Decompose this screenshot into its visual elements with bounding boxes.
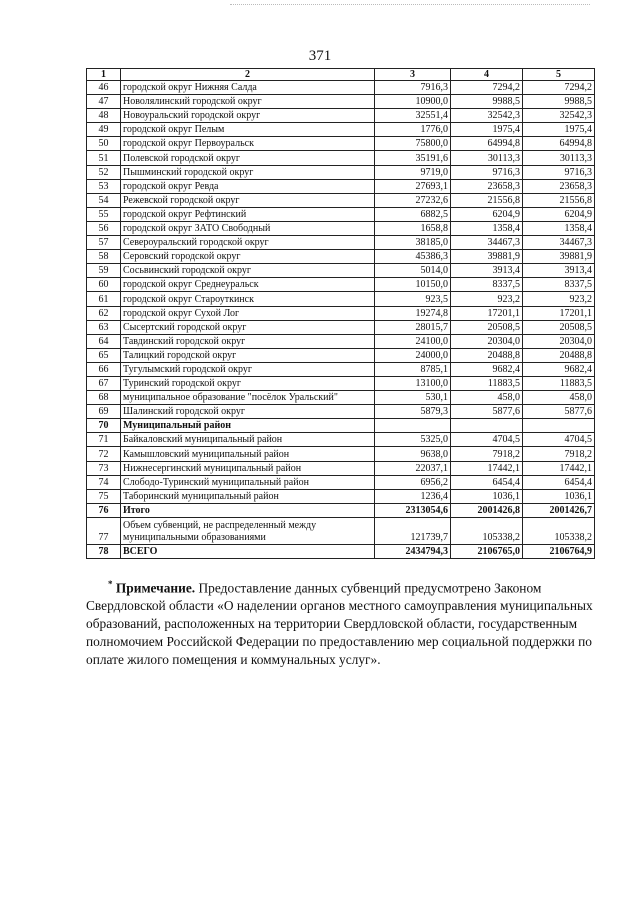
table-row	[87, 95, 595, 109]
municipality-name-cell: Серовский городской округ	[121, 250, 375, 264]
row-number-cell: 57	[87, 236, 121, 250]
footnote	[86, 575, 606, 669]
table-row	[87, 207, 595, 221]
value-col3-cell: 7916,3	[375, 81, 451, 95]
municipality-name-cell: Тавдинский городской округ	[121, 334, 375, 348]
value-col5-cell: 6204,9	[523, 207, 595, 221]
municipality-name-cell: Объем субвенций, не распределенный между муниципальными образованиями	[121, 517, 375, 544]
municipality-name-cell: городской округ Староуткинск	[121, 292, 375, 306]
value-col3-cell: 45386,3	[375, 250, 451, 264]
value-col4-cell: 1975,4	[451, 123, 523, 137]
value-col5-cell: 2001426,7	[523, 503, 595, 517]
municipality-name-cell: Байкаловский муниципальный район	[121, 433, 375, 447]
table-row	[87, 544, 595, 558]
table-row	[87, 193, 595, 207]
row-number-cell: 54	[87, 193, 121, 207]
value-col3-cell: 5325,0	[375, 433, 451, 447]
municipality-name-cell: Итого	[121, 503, 375, 517]
table-row	[87, 489, 595, 503]
value-col5-cell: 1358,4	[523, 221, 595, 235]
value-col5-cell: 7294,2	[523, 81, 595, 95]
value-col5-cell: 34467,3	[523, 236, 595, 250]
value-col4-cell: 34467,3	[451, 236, 523, 250]
municipality-name-cell: Режевской городской округ	[121, 193, 375, 207]
header-cell: 5	[523, 69, 595, 81]
value-col5-cell: 9682,4	[523, 362, 595, 376]
value-col3-cell: 27232,6	[375, 193, 451, 207]
table-row	[87, 221, 595, 235]
header-cell: 3	[375, 69, 451, 81]
value-col3-cell: 5879,3	[375, 405, 451, 419]
table-row	[87, 306, 595, 320]
value-col4-cell: 9682,4	[451, 362, 523, 376]
table-row	[87, 278, 595, 292]
value-col3-cell: 1658,8	[375, 221, 451, 235]
value-col4-cell: 2106765,0	[451, 544, 523, 558]
row-number-cell: 55	[87, 207, 121, 221]
value-col3-cell: 32551,4	[375, 109, 451, 123]
value-col3-cell: 19274,8	[375, 306, 451, 320]
value-col5-cell: 23658,3	[523, 179, 595, 193]
row-number-cell: 67	[87, 376, 121, 390]
row-number-cell: 60	[87, 278, 121, 292]
value-col5-cell: 4704,5	[523, 433, 595, 447]
table-row	[87, 264, 595, 278]
row-number-cell: 53	[87, 179, 121, 193]
municipality-name-cell: городской округ Сухой Лог	[121, 306, 375, 320]
value-col3-cell: 9638,0	[375, 447, 451, 461]
table-row	[87, 137, 595, 151]
table-row	[87, 503, 595, 517]
value-col3-cell: 1776,0	[375, 123, 451, 137]
value-col4-cell: 6454,4	[451, 475, 523, 489]
value-col3-cell: 10150,0	[375, 278, 451, 292]
header-cell: 1	[87, 69, 121, 81]
value-col5-cell: 17201,1	[523, 306, 595, 320]
municipality-name-cell: Талицкий городской округ	[121, 348, 375, 362]
subsidy-table	[86, 68, 595, 559]
row-number-cell: 66	[87, 362, 121, 376]
row-number-cell: 46	[87, 81, 121, 95]
municipality-name-cell: Слободо-Туринский муниципальный район	[121, 475, 375, 489]
value-col3-cell: 27693,1	[375, 179, 451, 193]
value-col4-cell: 20488,8	[451, 348, 523, 362]
table-row	[87, 151, 595, 165]
row-number-cell: 69	[87, 405, 121, 419]
value-col4-cell: 32542,3	[451, 109, 523, 123]
table-row	[87, 447, 595, 461]
page-number: 371	[308, 48, 332, 64]
value-col5-cell: 32542,3	[523, 109, 595, 123]
value-col3-cell: 1236,4	[375, 489, 451, 503]
value-col4-cell: 9988,5	[451, 95, 523, 109]
value-col5-cell: 6454,4	[523, 475, 595, 489]
table-row	[87, 109, 595, 123]
table-row	[87, 405, 595, 419]
value-col4-cell: 23658,3	[451, 179, 523, 193]
municipality-name-cell: городской округ Нижняя Салда	[121, 81, 375, 95]
value-col3-cell: 121739,7	[375, 517, 451, 544]
value-col4-cell: 1036,1	[451, 489, 523, 503]
value-col4-cell: 21556,8	[451, 193, 523, 207]
value-col4-cell: 17201,1	[451, 306, 523, 320]
row-number-cell: 71	[87, 433, 121, 447]
value-col3-cell: 75800,0	[375, 137, 451, 151]
municipality-name-cell: Туринский городской округ	[121, 376, 375, 390]
table-row	[87, 391, 595, 405]
value-col4-cell: 1358,4	[451, 221, 523, 235]
value-col5-cell: 17442,1	[523, 461, 595, 475]
table-row	[87, 165, 595, 179]
row-number-cell: 51	[87, 151, 121, 165]
value-col3-cell: 10900,0	[375, 95, 451, 109]
municipality-name-cell: Новоуральский городской округ	[121, 109, 375, 123]
row-number-cell: 65	[87, 348, 121, 362]
header-cell: 4	[451, 69, 523, 81]
row-number-cell: 59	[87, 264, 121, 278]
value-col3-cell: 24000,0	[375, 348, 451, 362]
value-col4-cell: 20304,0	[451, 334, 523, 348]
table-row	[87, 433, 595, 447]
value-col5-cell: 9716,3	[523, 165, 595, 179]
value-col5-cell: 1975,4	[523, 123, 595, 137]
row-number-cell: 75	[87, 489, 121, 503]
value-col4-cell: 2001426,8	[451, 503, 523, 517]
footnote-asterisk: *	[108, 579, 113, 589]
table-row	[87, 348, 595, 362]
value-col5-cell: 923,2	[523, 292, 595, 306]
value-col5-cell: 30113,3	[523, 151, 595, 165]
row-number-cell: 76	[87, 503, 121, 517]
row-number-cell: 77	[87, 517, 121, 544]
municipality-name-cell: Новолялинский городской округ	[121, 95, 375, 109]
row-number-cell: 62	[87, 306, 121, 320]
row-number-cell: 49	[87, 123, 121, 137]
scan-top-line	[230, 4, 590, 5]
table-row	[87, 461, 595, 475]
value-col4-cell: 7294,2	[451, 81, 523, 95]
row-number-cell: 64	[87, 334, 121, 348]
municipality-name-cell: Камышловский муниципальный район	[121, 447, 375, 461]
value-col5-cell: 105338,2	[523, 517, 595, 544]
table-row	[87, 376, 595, 390]
row-number-cell: 48	[87, 109, 121, 123]
table-row	[87, 334, 595, 348]
row-number-cell: 50	[87, 137, 121, 151]
value-col3-cell: 22037,1	[375, 461, 451, 475]
value-col4-cell: 458,0	[451, 391, 523, 405]
table-row	[87, 292, 595, 306]
table-row	[87, 475, 595, 489]
value-col5-cell: 2106764,9	[523, 544, 595, 558]
value-col4-cell: 17442,1	[451, 461, 523, 475]
value-col4-cell: 6204,9	[451, 207, 523, 221]
row-number-cell: 47	[87, 95, 121, 109]
value-col5-cell: 458,0	[523, 391, 595, 405]
table-row	[87, 236, 595, 250]
value-col5-cell: 21556,8	[523, 193, 595, 207]
value-col4-cell: 3913,4	[451, 264, 523, 278]
municipality-name-cell: городской округ ЗАТО Свободный	[121, 221, 375, 235]
municipality-name-cell: муниципальное образование "посёлок Уральский"	[121, 391, 375, 405]
municipality-name-cell: ВСЕГО	[121, 544, 375, 558]
value-col5-cell: 20304,0	[523, 334, 595, 348]
value-col3-cell: 35191,6	[375, 151, 451, 165]
value-col4-cell: 39881,9	[451, 250, 523, 264]
value-col3-cell: 2313054,6	[375, 503, 451, 517]
table-row	[87, 419, 595, 433]
value-col3-cell: 8785,1	[375, 362, 451, 376]
value-col3-cell: 13100,0	[375, 376, 451, 390]
value-col5-cell: 8337,5	[523, 278, 595, 292]
header-cell: 2	[121, 69, 375, 81]
row-number-cell: 70	[87, 419, 121, 433]
value-col5-cell: 64994,8	[523, 137, 595, 151]
value-col5-cell: 39881,9	[523, 250, 595, 264]
municipality-name-cell: Таборинский муниципальный район	[121, 489, 375, 503]
value-col4-cell: 105338,2	[451, 517, 523, 544]
value-col4-cell: 923,2	[451, 292, 523, 306]
municipality-name-cell: Нижнесергинский муниципальный район	[121, 461, 375, 475]
row-number-cell: 56	[87, 221, 121, 235]
value-col4-cell: 11883,5	[451, 376, 523, 390]
value-col5-cell: 3913,4	[523, 264, 595, 278]
municipality-name-cell: городской округ Рефтинский	[121, 207, 375, 221]
value-col3-cell: 5014,0	[375, 264, 451, 278]
value-col4-cell: 7918,2	[451, 447, 523, 461]
row-number-cell: 73	[87, 461, 121, 475]
municipality-name-cell: Сосьвинский городской округ	[121, 264, 375, 278]
row-number-cell: 58	[87, 250, 121, 264]
value-col4-cell: 4704,5	[451, 433, 523, 447]
footnote-text: Предоставление данных субвенций предусмотрено Законом Свердловской области «О наделении органов местного самоуправления муниципальных образований, расположенных на территории Свердловской области, государственным полномочием Российской Федерации по предоставлению мер социальной поддержки по оплате жилого помещения и коммунальных услуг».	[86, 580, 593, 668]
municipality-name-cell: Пышминский городской округ	[121, 165, 375, 179]
table-row	[87, 250, 595, 264]
municipality-name-cell: Североуральский городской округ	[121, 236, 375, 250]
value-col3-cell: 38185,0	[375, 236, 451, 250]
value-col5-cell: 1036,1	[523, 489, 595, 503]
value-col4-cell: 30113,3	[451, 151, 523, 165]
value-col5-cell: 11883,5	[523, 376, 595, 390]
value-col3-cell: 6882,5	[375, 207, 451, 221]
row-number-cell: 78	[87, 544, 121, 558]
value-col4-cell: 8337,5	[451, 278, 523, 292]
municipality-name-cell: городской округ Первоуральск	[121, 137, 375, 151]
row-number-cell: 68	[87, 391, 121, 405]
table-row	[87, 517, 595, 544]
value-col5-cell	[523, 419, 595, 433]
municipality-name-cell: Сысертский городской округ	[121, 320, 375, 334]
value-col4-cell: 9716,3	[451, 165, 523, 179]
value-col5-cell: 5877,6	[523, 405, 595, 419]
value-col5-cell: 20508,5	[523, 320, 595, 334]
value-col4-cell: 20508,5	[451, 320, 523, 334]
value-col3-cell: 6956,2	[375, 475, 451, 489]
row-number-cell: 52	[87, 165, 121, 179]
municipality-name-cell: Муниципальный район	[121, 419, 375, 433]
municipality-name-cell: городской округ Среднеуральск	[121, 278, 375, 292]
value-col5-cell: 20488,8	[523, 348, 595, 362]
row-number-cell: 61	[87, 292, 121, 306]
municipality-name-cell: городской округ Пелым	[121, 123, 375, 137]
row-number-cell: 63	[87, 320, 121, 334]
table-row	[87, 320, 595, 334]
municipality-name-cell: Полевской городской округ	[121, 151, 375, 165]
value-col3-cell: 923,5	[375, 292, 451, 306]
value-col4-cell: 5877,6	[451, 405, 523, 419]
table-row	[87, 81, 595, 95]
row-number-cell: 72	[87, 447, 121, 461]
table-row	[87, 179, 595, 193]
table-row	[87, 123, 595, 137]
value-col3-cell: 530,1	[375, 391, 451, 405]
value-col5-cell: 9988,5	[523, 95, 595, 109]
value-col4-cell	[451, 419, 523, 433]
value-col3-cell: 2434794,3	[375, 544, 451, 558]
table-header-row	[87, 69, 595, 81]
municipality-name-cell: городской округ Ревда	[121, 179, 375, 193]
value-col4-cell: 64994,8	[451, 137, 523, 151]
value-col3-cell	[375, 419, 451, 433]
value-col5-cell: 7918,2	[523, 447, 595, 461]
municipality-name-cell: Тугулымский городской округ	[121, 362, 375, 376]
table-row	[87, 362, 595, 376]
value-col3-cell: 9719,0	[375, 165, 451, 179]
footnote-label: Примечание.	[115, 580, 196, 596]
municipality-name-cell: Шалинский городской округ	[121, 405, 375, 419]
row-number-cell: 74	[87, 475, 121, 489]
value-col3-cell: 28015,7	[375, 320, 451, 334]
value-col3-cell: 24100,0	[375, 334, 451, 348]
